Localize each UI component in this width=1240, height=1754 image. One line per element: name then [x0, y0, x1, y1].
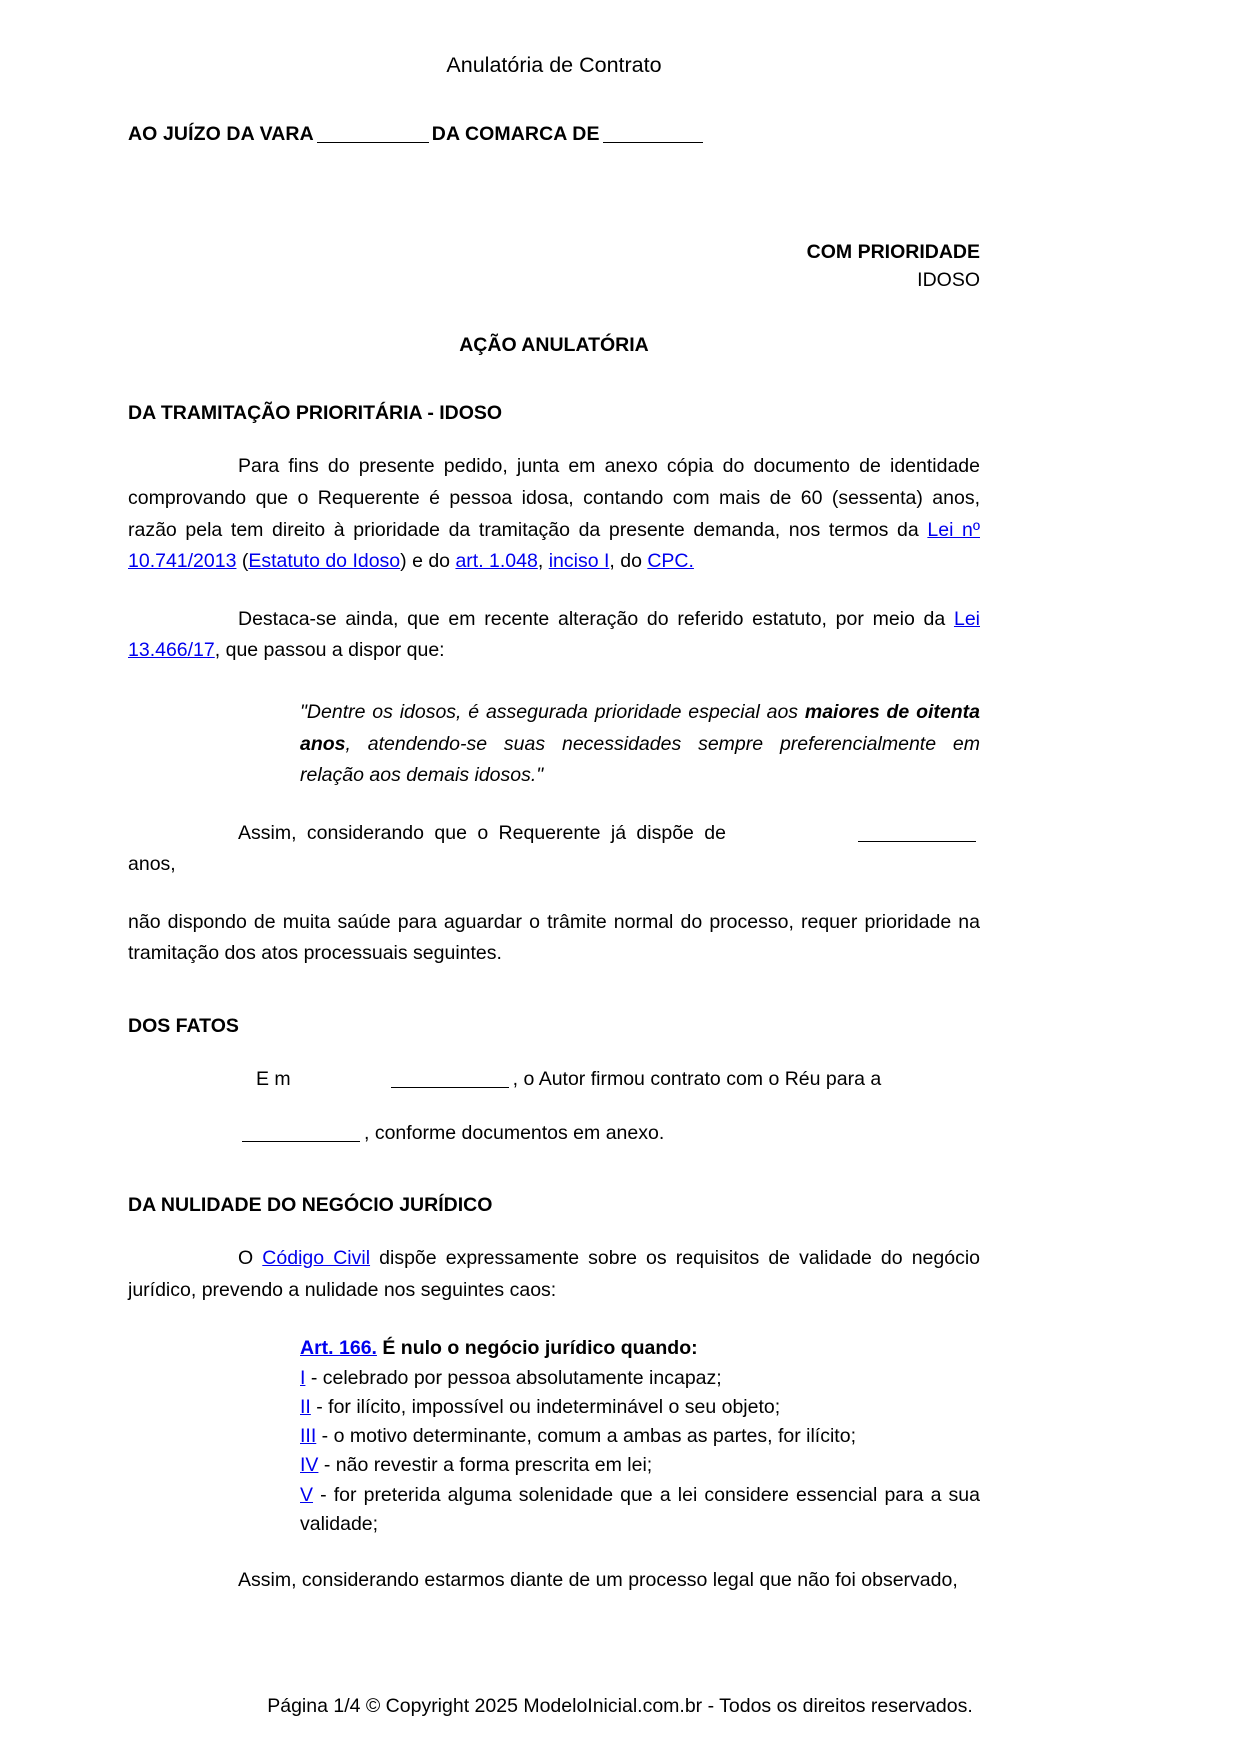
court-address-line [128, 123, 980, 146]
article-item-text: - o motivo determinante, comum a ambas as partes, for ilícito; [316, 1425, 856, 1448]
link-inciso-3[interactable]: III [300, 1425, 317, 1448]
link-codigo-civil[interactable]: Código Civil [262, 1247, 371, 1270]
page-title: Anulatória de Contrato [446, 53, 662, 77]
quote-text-b: , atendendo-se suas necessidades sempre preferencialmente em relação aos demais idosos." [300, 732, 980, 787]
article-item-text: - não revestir a forma prescrita em lei; [318, 1454, 653, 1477]
paragraph-tramitacao-3-cont: não dispondo de muita saúde para aguardar o trâmite normal do processo, requer prioridade na tramitação dos atos processuais seguintes. [128, 910, 980, 965]
quote-emphasis: maiores de oitenta anos [300, 700, 980, 755]
priority-subject: IDOSO [917, 269, 980, 292]
para3-text-b: anos, [128, 853, 176, 876]
link-inciso-4[interactable]: IV [300, 1454, 319, 1477]
article-item [300, 1422, 980, 1451]
quote-text-a: "Dentre os idosos, é assegurada prioridade especial aos [300, 700, 805, 723]
vara-blank-field[interactable] [317, 142, 429, 143]
court-label-part1: AO JUÍZO DA VARA [128, 122, 314, 145]
link-inciso-1[interactable]: I [300, 1366, 306, 1389]
document-content [128, 0, 980, 1597]
paragraph-tramitacao-3 [128, 818, 980, 881]
fatos-text-a: E m [256, 1067, 291, 1090]
date-blank-field[interactable] [391, 1087, 509, 1088]
link-lei-10741[interactable]: Lei nº 10.741/2013 [128, 518, 980, 573]
action-title: AÇÃO ANULATÓRIA [459, 334, 649, 357]
section-heading-dos-fatos: DOS FATOS [128, 1014, 239, 1037]
fatos-text-c: , conforme documentos em anexo. [364, 1121, 665, 1144]
link-cpc[interactable]: CPC. [647, 550, 694, 573]
article-item-text: - for ilícito, impossível ou indeterminável o seu objeto; [310, 1395, 781, 1418]
link-inciso-i[interactable]: inciso I [548, 550, 610, 573]
paragraph-dos-fatos-line2 [128, 1118, 980, 1150]
paragraph-dos-fatos-line1 [128, 1064, 980, 1096]
article-166-block [300, 1334, 980, 1539]
page-footer: Página 1/4 © Copyright 2025 ModeloInicial.com.br - Todos os direitos reservados. [267, 1695, 973, 1717]
article-item [300, 1481, 980, 1540]
fatos-text-b: , o Autor firmou contrato com o Réu para a [512, 1067, 882, 1090]
para2-text-a: Destaca-se ainda, que em recente alteração do referido estatuto, por meio da [238, 607, 954, 630]
paragraph-tramitacao-1 [128, 451, 980, 577]
paragraph-nulidade-last: Assim, considerando estarmos diante de um processo legal que não foi observado, [238, 1569, 958, 1592]
para2-text-b: , que passou a dispor que: [214, 639, 445, 662]
para1-text-c: ) e do [400, 550, 456, 573]
link-art-166[interactable]: Art. 166. [300, 1337, 377, 1360]
comarca-blank-field[interactable] [603, 142, 703, 143]
link-art-1048[interactable]: art. 1.048 [455, 550, 538, 573]
statute-quote [300, 697, 980, 792]
link-inciso-2[interactable]: II [300, 1395, 311, 1418]
paragraph-tramitacao-2 [128, 604, 980, 667]
section-heading-nulidade: DA NULIDADE DO NEGÓCIO JURÍDICO [128, 1194, 493, 1217]
object-blank-field[interactable] [242, 1141, 360, 1142]
nulidade-text-b: dispõe expressamente sobre os requisitos de validade do negócio jurídico, prevendo a nulidade nos seguintes caos: [128, 1247, 981, 1301]
article-item [300, 1364, 980, 1393]
link-lei-13466[interactable]: Lei 13.466/17 [128, 607, 980, 662]
article-item-text: - celebrado por pessoa absolutamente incapaz; [305, 1366, 722, 1389]
para1-text-e: , do [609, 550, 648, 573]
article-item-text: - for preterida alguma solenidade que a lei considere essencial para a sua validade; [300, 1483, 980, 1535]
paragraph-nulidade-1 [128, 1243, 980, 1306]
section-heading-tramitacao: DA TRAMITAÇÃO PRIORITÁRIA - IDOSO [128, 402, 503, 425]
article-166-caption-line [300, 1334, 980, 1363]
link-estatuto-idoso[interactable]: Estatuto do Idoso [248, 550, 401, 573]
article-item [300, 1393, 980, 1422]
nulidade-text-a: O [238, 1247, 263, 1270]
article-item [300, 1451, 980, 1480]
priority-label: COM PRIORIDADE [806, 240, 980, 263]
link-inciso-5[interactable]: V [300, 1483, 314, 1506]
para1-text-d: , [537, 550, 549, 573]
article-166-caption: É nulo o negócio jurídico quando: [376, 1337, 698, 1360]
court-label-part2: DA COMARCA DE [431, 122, 600, 145]
para3-text-a: Assim, considerando que o Requerente já dispõe de [238, 821, 726, 844]
age-blank-field[interactable] [858, 841, 976, 842]
priority-block [128, 238, 980, 295]
para1-text-a: Para fins do presente pedido, junta em anexo cópia do documento de identidade comprovando que o Requerente é pessoa idosa, contando com mais de 60 (sessenta) anos, razão pela tem direito à prioridade da tramitação da presente demanda, nos termos da [128, 455, 980, 541]
para1-text-b: ( [236, 550, 249, 573]
